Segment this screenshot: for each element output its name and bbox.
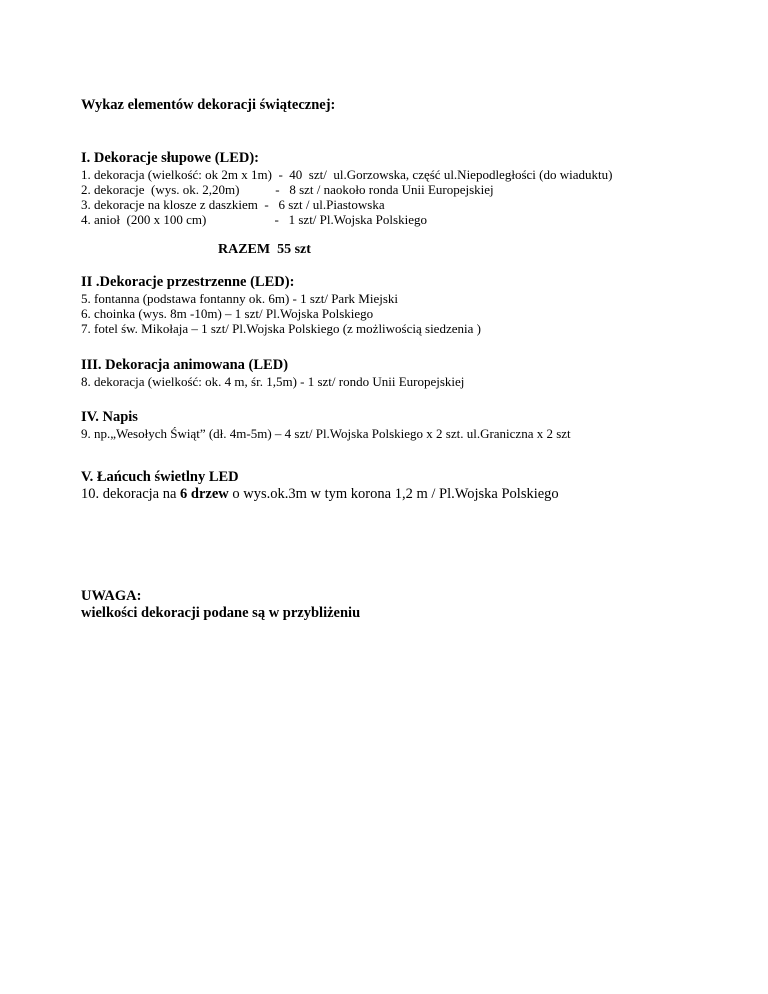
list-item: 1. dekoracja (wielkość: ok 2m x 1m) - 40 szt/ ul.Gorzowska, część ul.Niepodległości (do wiaduktu) <box>81 167 613 182</box>
list-item: 2. dekoracje (wys. ok. 2,20m) - 8 szt / naokoło ronda Unii Europejskiej <box>81 182 494 197</box>
note-text: wielkości dekoracji podane są w przybliżeniu <box>81 605 361 621</box>
list-item: 8. dekoracja (wielkość: ok. 4 m, śr. 1,5m) - 1 szt/ rondo Unii Europejskiej <box>81 374 465 389</box>
item-text-bold: 6 drzew <box>180 486 229 502</box>
item-text-before: 10. dekoracja na <box>81 486 181 502</box>
item-text-after: o wys.ok.3m w tym korona 1,2 m / Pl.Wojska Polskiego <box>228 486 559 502</box>
list-item: 6. choinka (wys. 8m -10m) – 1 szt/ Pl.Wojska Polskiego <box>81 306 374 321</box>
section-heading-3: III. Dekoracja animowana (LED) <box>81 357 289 373</box>
total-label: RAZEM 55 szt <box>218 242 311 257</box>
document-title: Wykaz elementów dekoracji świątecznej: <box>81 97 336 113</box>
section-heading-2: II .Dekoracje przestrzenne (LED): <box>81 274 295 290</box>
section-heading-5: V. Łańcuch świetlny LED <box>81 469 239 485</box>
list-item: 4. anioł (200 x 100 cm) - 1 szt/ Pl.Wojska Polskiego <box>81 212 427 227</box>
list-item <box>81 487 559 502</box>
list-item: 7. fotel św. Mikołaja – 1 szt/ Pl.Wojska Polskiego (z możliwością siedzenia ) <box>81 321 481 336</box>
note-heading: UWAGA: <box>81 588 142 604</box>
list-item: 9. np.„Wesołych Świąt” (dł. 4m-5m) – 4 szt/ Pl.Wojska Polskiego x 2 szt. ul.Graniczna x 2 szt <box>81 426 571 441</box>
section-heading-4: IV. Napis <box>81 409 138 425</box>
list-item: 5. fontanna (podstawa fontanny ok. 6m) - 1 szt/ Park Miejski <box>81 291 398 306</box>
list-item: 3. dekoracje na klosze z daszkiem - 6 szt / ul.Piastowska <box>81 197 385 212</box>
section-heading-1: I. Dekoracje słupowe (LED): <box>81 150 260 166</box>
